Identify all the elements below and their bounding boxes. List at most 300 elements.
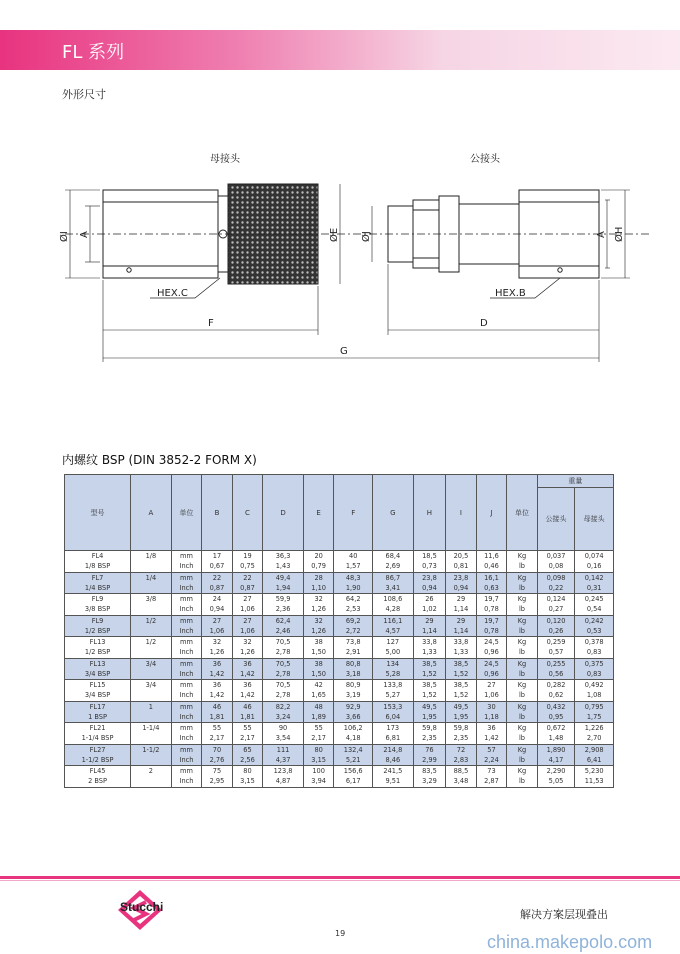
cell-line: 1,33 xyxy=(422,648,437,657)
cell-line: 0,16 xyxy=(586,562,602,571)
cell-line: 9,51 xyxy=(385,777,401,786)
weight-unit-cell xyxy=(507,701,538,723)
a-cell: 1-1/4 xyxy=(131,723,172,745)
weight-unit-cell xyxy=(507,744,538,766)
c-cell xyxy=(232,658,263,680)
b-cell xyxy=(202,744,233,766)
a-cell: 1/2 xyxy=(131,615,172,637)
weight-unit-cell xyxy=(507,723,538,745)
model-name: FL21 xyxy=(89,724,106,733)
th-h: H xyxy=(413,475,446,551)
cell-line: 32 xyxy=(314,595,323,604)
cell-line: 57 xyxy=(487,745,496,754)
cell-line: 29 xyxy=(456,595,466,604)
cell-line: 0,56 xyxy=(548,669,564,678)
cell-line: 0,432 xyxy=(546,702,566,711)
cell-line: 1,02 xyxy=(422,605,437,614)
model-thread: 3/4 BSP xyxy=(84,691,111,700)
cell-line: 59,9 xyxy=(275,595,291,604)
d-cell xyxy=(263,680,304,702)
h-cell xyxy=(413,615,446,637)
cell-line: 2,17 xyxy=(209,734,225,743)
i-cell xyxy=(446,658,477,680)
cell-line: 0,242 xyxy=(584,616,604,625)
unit-cell xyxy=(171,551,202,573)
cell-line: 83,5 xyxy=(422,767,437,776)
th-male: 公接头 xyxy=(537,488,575,551)
dim-j-label: ØJ xyxy=(361,231,372,242)
weight-unit-cell xyxy=(507,658,538,680)
cell-line: 0,53 xyxy=(586,626,602,635)
a-cell: 1/4 xyxy=(131,572,172,594)
cell-line: 2,36 xyxy=(275,605,291,614)
i-cell xyxy=(446,551,477,573)
cell-line: 16,1 xyxy=(484,573,499,582)
cell-line: 33,8 xyxy=(422,638,437,647)
cell-line: 1,33 xyxy=(453,648,469,657)
model-thread: 1/2 BSP xyxy=(84,626,111,635)
i-cell xyxy=(446,723,477,745)
g-cell xyxy=(373,637,414,659)
table-row xyxy=(65,594,614,616)
page-number: 19 xyxy=(335,929,346,938)
e-cell xyxy=(303,551,334,573)
cell-line: 0,098 xyxy=(546,573,566,582)
th-i: I xyxy=(446,475,477,551)
e-cell xyxy=(303,572,334,594)
cell-line: 1,81 xyxy=(240,712,255,721)
cell-line: 4,28 xyxy=(385,605,401,614)
a-cell: 3/4 xyxy=(131,680,172,702)
cell-line: 0,94 xyxy=(422,583,437,592)
weight-female-cell xyxy=(575,680,614,702)
female-label: 母接头 xyxy=(210,154,240,165)
unit-lb: lb xyxy=(518,605,525,614)
weight-unit-cell xyxy=(507,766,538,788)
model-cell xyxy=(65,551,131,573)
unit-inch: Inch xyxy=(179,734,194,743)
weight-male-cell xyxy=(537,680,575,702)
model-cell xyxy=(65,766,131,788)
unit-kg: Kg xyxy=(517,552,527,561)
h-cell xyxy=(413,658,446,680)
cell-line: 0,54 xyxy=(586,605,602,614)
cell-line: 0,120 xyxy=(546,616,566,625)
unit-mm: mm xyxy=(180,681,193,690)
weight-male-cell xyxy=(537,723,575,745)
weight-unit-cell xyxy=(507,594,538,616)
th-f: F xyxy=(334,475,373,551)
cell-line: 3,66 xyxy=(345,712,361,721)
d-cell xyxy=(263,637,304,659)
model-name: FL17 xyxy=(89,702,106,711)
d-cell xyxy=(263,551,304,573)
cell-line: 76 xyxy=(425,745,434,754)
e-cell xyxy=(303,744,334,766)
table-row xyxy=(65,551,614,573)
b-cell xyxy=(202,572,233,594)
unit-lb: lb xyxy=(518,755,525,764)
i-cell xyxy=(446,680,477,702)
cell-line: 0,245 xyxy=(584,595,604,604)
cell-line: 1,26 xyxy=(209,648,225,657)
cell-line: 4,18 xyxy=(345,734,361,743)
table-row xyxy=(65,615,614,637)
cell-line: 1,06 xyxy=(240,605,255,614)
cell-line: 6,41 xyxy=(586,755,602,764)
b-cell xyxy=(202,680,233,702)
h-cell xyxy=(413,766,446,788)
table-row xyxy=(65,744,614,766)
b-cell xyxy=(202,701,233,723)
cell-line: 48,3 xyxy=(345,573,361,582)
d-cell xyxy=(263,723,304,745)
hex-b-label: HEX.B xyxy=(495,288,526,299)
unit-cell xyxy=(171,744,202,766)
cell-line: 24 xyxy=(212,595,222,604)
weight-female-cell xyxy=(575,766,614,788)
cell-line: 46 xyxy=(243,702,252,711)
th-model: 型号 xyxy=(65,475,131,551)
cell-line: 59,8 xyxy=(453,724,469,733)
cell-line: 3,29 xyxy=(422,777,437,786)
cell-line: 4,57 xyxy=(385,626,401,635)
cell-line: 49,5 xyxy=(453,702,469,711)
cell-line: 3,15 xyxy=(240,777,255,786)
cell-line: 0,78 xyxy=(484,605,499,614)
cell-line: 2,99 xyxy=(422,755,437,764)
a-cell: 1 xyxy=(131,701,172,723)
cell-line: 0,255 xyxy=(546,659,566,668)
model-cell xyxy=(65,594,131,616)
cell-line: 1,89 xyxy=(311,712,326,721)
cell-line: 0,73 xyxy=(422,562,437,571)
f-cell xyxy=(334,615,373,637)
model-thread: 1 BSP xyxy=(88,712,107,721)
weight-male-cell xyxy=(537,551,575,573)
cell-line: 0,795 xyxy=(584,702,604,711)
cell-line: 241,5 xyxy=(383,767,403,776)
cell-line: 55 xyxy=(314,724,323,733)
cell-line: 6,17 xyxy=(345,777,361,786)
weight-male-cell xyxy=(537,572,575,594)
h-cell xyxy=(413,680,446,702)
a-cell: 1/8 xyxy=(131,551,172,573)
cell-line: 30 xyxy=(487,702,496,711)
cell-line: 88,5 xyxy=(453,767,469,776)
d-cell xyxy=(263,766,304,788)
cell-line: 38 xyxy=(314,659,323,668)
cell-line: 123,8 xyxy=(273,767,293,776)
cell-line: 1,14 xyxy=(422,626,437,635)
unit-kg: Kg xyxy=(517,659,527,668)
weight-female-cell xyxy=(575,637,614,659)
cell-line: 2,91 xyxy=(345,648,361,657)
weight-female-cell xyxy=(575,723,614,745)
unit-cell xyxy=(171,680,202,702)
cell-line: 2,72 xyxy=(345,626,361,635)
cell-line: 23,8 xyxy=(453,573,469,582)
weight-unit-cell xyxy=(507,572,538,594)
cell-line: 153,3 xyxy=(383,702,403,711)
unit-mm: mm xyxy=(180,638,193,647)
unit-mm: mm xyxy=(180,573,193,582)
table-row xyxy=(65,723,614,745)
cell-line: 1,06 xyxy=(209,626,225,635)
unit-cell xyxy=(171,572,202,594)
cell-line: 3,94 xyxy=(311,777,326,786)
weight-male-cell xyxy=(537,658,575,680)
cell-line: 2,908 xyxy=(584,745,604,754)
cell-line: 32 xyxy=(243,638,252,647)
cell-line: 22 xyxy=(243,573,252,582)
th-female: 母接头 xyxy=(575,488,614,551)
cell-line: 0,83 xyxy=(586,648,602,657)
d-cell xyxy=(263,658,304,680)
cell-line: 1,52 xyxy=(422,691,437,700)
b-cell xyxy=(202,637,233,659)
cell-line: 38,5 xyxy=(453,681,469,690)
cell-line: 42 xyxy=(314,681,323,690)
unit-mm: mm xyxy=(180,659,193,668)
f-cell xyxy=(334,572,373,594)
f-cell xyxy=(334,637,373,659)
unit-kg: Kg xyxy=(517,681,527,690)
cell-line: 1,95 xyxy=(453,712,469,721)
cell-line: 19,7 xyxy=(484,595,499,604)
th-j: J xyxy=(476,475,507,551)
unit-inch: Inch xyxy=(179,626,194,635)
model-name: FL13 xyxy=(89,659,106,668)
dim-h-label: ØH xyxy=(614,226,625,242)
unit-mm: mm xyxy=(180,745,193,754)
model-cell xyxy=(65,615,131,637)
g-cell xyxy=(373,723,414,745)
brand-name: Stucchi xyxy=(120,900,164,914)
cell-line: 65 xyxy=(243,745,252,754)
cell-line: 2,69 xyxy=(385,562,401,571)
unit-inch: Inch xyxy=(179,583,194,592)
j-cell xyxy=(476,658,507,680)
cell-line: 38,5 xyxy=(453,659,469,668)
g-cell xyxy=(373,680,414,702)
i-cell xyxy=(446,615,477,637)
h-cell xyxy=(413,701,446,723)
h-cell xyxy=(413,637,446,659)
c-cell xyxy=(232,615,263,637)
cell-line: 0,57 xyxy=(548,648,564,657)
cell-line: 20 xyxy=(314,552,323,561)
b-cell xyxy=(202,615,233,637)
g-cell xyxy=(373,744,414,766)
cell-line: 1,75 xyxy=(586,712,602,721)
cell-line: 5,05 xyxy=(548,777,564,786)
unit-inch: Inch xyxy=(179,777,194,786)
cell-line: 33,8 xyxy=(453,638,469,647)
cell-line: 1,57 xyxy=(345,562,361,571)
cell-line: 1,81 xyxy=(209,712,225,721)
cell-line: 100 xyxy=(312,767,325,776)
b-cell xyxy=(202,658,233,680)
cell-line: 36 xyxy=(487,724,496,733)
cell-line: 4,37 xyxy=(275,755,291,764)
cell-line: 156,6 xyxy=(343,767,363,776)
g-cell xyxy=(373,615,414,637)
h-cell xyxy=(413,572,446,594)
unit-kg: Kg xyxy=(517,638,527,647)
model-name: FL27 xyxy=(89,745,106,754)
cell-line: 173 xyxy=(386,724,400,733)
dim-d-label: D xyxy=(480,318,488,329)
cell-line: 1,42 xyxy=(209,669,225,678)
f-cell xyxy=(334,723,373,745)
unit-kg: Kg xyxy=(517,745,527,754)
cell-line: 1,52 xyxy=(453,691,469,700)
f-cell xyxy=(334,594,373,616)
cell-line: 1,42 xyxy=(240,669,255,678)
cell-line: 106,2 xyxy=(343,724,363,733)
cell-line: 48 xyxy=(314,702,323,711)
d-cell xyxy=(263,615,304,637)
cell-line: 2,78 xyxy=(275,648,291,657)
d-cell xyxy=(263,594,304,616)
b-cell xyxy=(202,766,233,788)
model-name: FL45 xyxy=(89,767,106,776)
cell-line: 24,5 xyxy=(484,659,499,668)
unit-kg: Kg xyxy=(517,573,527,582)
cell-line: 2,24 xyxy=(484,755,499,764)
a-cell: 2 xyxy=(131,766,172,788)
weight-unit-cell xyxy=(507,551,538,573)
c-cell xyxy=(232,680,263,702)
cell-line: 0,375 xyxy=(584,659,604,668)
table-row xyxy=(65,572,614,594)
cell-line: 0,142 xyxy=(584,573,604,582)
cell-line: 1,48 xyxy=(548,734,564,743)
j-cell xyxy=(476,594,507,616)
th-d: D xyxy=(263,475,304,551)
weight-female-cell xyxy=(575,615,614,637)
cell-line: 1,65 xyxy=(311,691,326,700)
unit-kg: Kg xyxy=(517,616,527,625)
cell-line: 40 xyxy=(349,552,358,561)
table-row xyxy=(65,766,614,788)
cell-line: 1,42 xyxy=(484,734,499,743)
cell-line: 0,124 xyxy=(546,595,566,604)
i-cell xyxy=(446,701,477,723)
cell-line: 4,17 xyxy=(548,755,564,764)
cell-line: 0,96 xyxy=(484,669,499,678)
cell-line: 18,5 xyxy=(422,552,437,561)
g-cell xyxy=(373,594,414,616)
e-cell xyxy=(303,658,334,680)
weight-unit-cell xyxy=(507,615,538,637)
d-cell xyxy=(263,572,304,594)
cell-line: 92,9 xyxy=(345,702,361,711)
unit-inch: Inch xyxy=(179,648,194,657)
cell-line: 214,8 xyxy=(383,745,403,754)
cell-line: 0,94 xyxy=(209,605,225,614)
cell-line: 1,50 xyxy=(311,669,326,678)
g-cell xyxy=(373,766,414,788)
unit-kg: Kg xyxy=(517,724,527,733)
j-cell xyxy=(476,744,507,766)
male-label: 公接头 xyxy=(470,154,500,165)
model-thread: 1-1/4 BSP xyxy=(81,734,114,743)
model-thread: 3/8 BSP xyxy=(84,605,111,614)
cell-line: 2,83 xyxy=(453,755,469,764)
g-cell xyxy=(373,658,414,680)
cell-line: 2,35 xyxy=(422,734,437,743)
unit-lb: lb xyxy=(518,712,525,721)
cell-line: 68,4 xyxy=(385,552,401,561)
g-cell xyxy=(373,551,414,573)
a-cell: 3/4 xyxy=(131,658,172,680)
cell-line: 2,76 xyxy=(209,755,225,764)
cell-line: 1,42 xyxy=(240,691,255,700)
cell-line: 62,4 xyxy=(275,616,291,625)
unit-kg: Kg xyxy=(517,767,527,776)
cell-line: 133,8 xyxy=(383,681,403,690)
cell-line: 70 xyxy=(212,745,222,754)
cell-line: 70,5 xyxy=(275,681,291,690)
cell-line: 0,94 xyxy=(453,583,469,592)
unit-lb: lb xyxy=(518,777,525,786)
model-thread: 2 BSP xyxy=(88,777,107,786)
unit-mm: mm xyxy=(180,595,193,604)
unit-lb: lb xyxy=(518,562,525,571)
section-title: 外形尺寸 xyxy=(62,88,106,101)
model-cell xyxy=(65,637,131,659)
cell-line: 26 xyxy=(425,595,434,604)
weight-female-cell xyxy=(575,594,614,616)
cell-line: 1,52 xyxy=(422,669,437,678)
cell-line: 3,18 xyxy=(345,669,361,678)
unit-lb: lb xyxy=(518,669,525,678)
cell-line: 0,75 xyxy=(240,562,255,571)
h-cell xyxy=(413,594,446,616)
b-cell xyxy=(202,551,233,573)
unit-lb: lb xyxy=(518,626,525,635)
cell-line: 108,6 xyxy=(383,595,403,604)
cell-line: 70,5 xyxy=(275,659,291,668)
cell-line: 69,2 xyxy=(345,616,361,625)
unit-lb: lb xyxy=(518,648,525,657)
cell-line: 0,074 xyxy=(584,552,604,561)
cell-line: 2,78 xyxy=(275,669,291,678)
d-cell xyxy=(263,744,304,766)
unit-cell xyxy=(171,701,202,723)
unit-cell xyxy=(171,723,202,745)
b-cell xyxy=(202,723,233,745)
cell-line: 0,259 xyxy=(546,638,566,647)
model-name: FL4 xyxy=(91,552,104,561)
weight-female-cell xyxy=(575,701,614,723)
cell-line: 0,78 xyxy=(484,626,499,635)
cell-line: 80,9 xyxy=(345,681,361,690)
table-title: 内螺纹 BSP (DIN 3852-2 FORM X) xyxy=(62,453,257,467)
cell-line: 73 xyxy=(487,767,496,776)
cell-line: 1,14 xyxy=(453,605,469,614)
cell-line: 28 xyxy=(314,573,323,582)
cell-line: 1,08 xyxy=(586,691,602,700)
cell-line: 0,96 xyxy=(484,648,499,657)
c-cell xyxy=(232,744,263,766)
g-cell xyxy=(373,572,414,594)
cell-line: 6,04 xyxy=(385,712,401,721)
h-cell xyxy=(413,551,446,573)
model-thread: 1-1/2 BSP xyxy=(81,755,114,764)
